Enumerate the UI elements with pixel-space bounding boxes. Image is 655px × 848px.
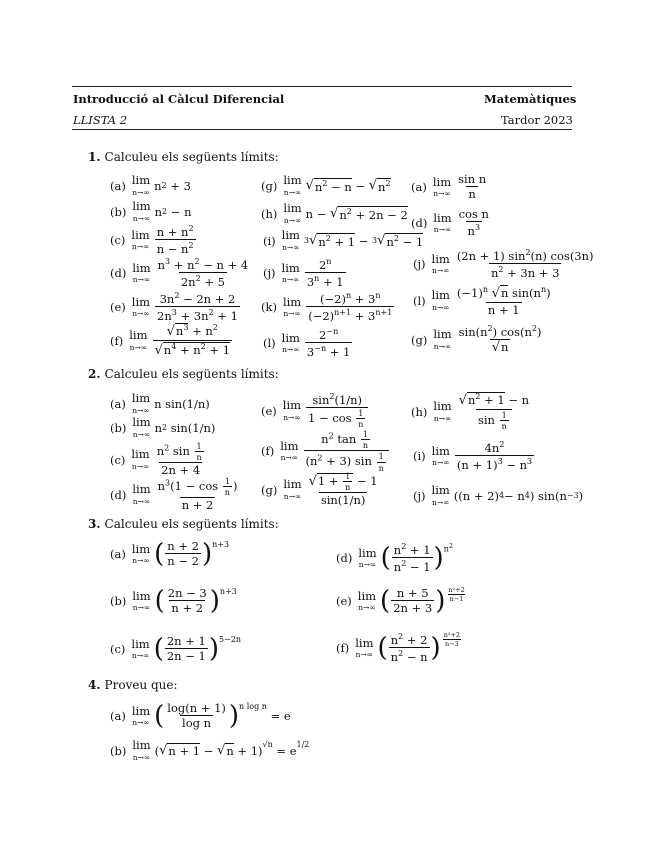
section-1-heading: 1. Calculeu els següents límits: [88,150,279,164]
ex-4a: (a) lim n→∞ ( log(n + 1) log n ) $^{n log n}$ = e [110,701,291,732]
top-rule [72,86,572,87]
ex-1b: (b) lim n→∞ n 2 − n [110,199,192,223]
ex-1d2: (d) lim n→∞ cos n $n^3$ [411,207,489,239]
ex-3b: (b) lim n→∞ ( 2n − 3 n + 2 ) $^{n+3}$ [110,586,237,617]
ex-3a: (a) lim n→∞ ( n + 2 n − 2 ) $^{n+3}$ [110,539,230,570]
section-3-heading: 3. Calculeu els següents límits: [88,517,279,531]
ex-2g: (g) lim n→∞ √1 + $\frac{1}{n}$ − 1 sin(1/n) [261,472,378,508]
ex-2d: (d) lim n→∞ $n^3(1 - \cos$ $\frac{1}{n}$ ) n + 2 [110,477,238,513]
ex-1g2: (g) lim n→∞ $\sin(n^2)$ $\cos(n^2)$ √n [411,324,542,356]
term: Tardor 2023 [501,113,573,127]
ex-1j2: (j) lim n→∞ (2n + 1) $\sin^2(n)$ cos(3n) $n^2 + 3n + 3$ [413,248,594,280]
ex-1l: (l) lim n→∞ $2^{-n}$ $3^{-n} + 1$ [263,327,351,359]
ex-2a: (a) lim n→∞ n sin(1/n) [110,391,210,415]
ex-1l2: (l) lim n→∞ $(-1)^n$ √n $\sin(n^n)$ n + 1 [413,285,551,317]
ex-4b: (b) lim n→∞ ( √ n + 1 − √ n + 1) $^{√n}$ = e 1/2 [110,738,310,762]
department: Matemàtiques [484,92,577,106]
ex-2e: (e) lim n→∞ $\sin^2(1/n)$ 1 − cos $\frac{1}{n}$ [261,392,369,429]
ex-2j: (j) lim n→∞ ((n + 2) 4 − n 4 ) sin(n −3 ) [413,483,584,507]
ex-3e: (e) lim n→∞ ( n + 5 2n + 3 ) n²+2 n−1 [336,586,465,617]
ex-1g: (g) lim n→∞ √ $n^2 - n$ − √ $n^2$ [261,173,391,197]
header-rule [72,129,572,130]
ex-1k: (k) lim n→∞ $(-2)^n + 3^n$ $(-2)^{n+1} + 3^{n+1}$ [261,291,393,323]
course-title: Introducció al Càlcul Diferencial [73,92,285,106]
ex-2c: (c) lim n→∞ $n^2$ sin $\frac{1}{n}$ 2n + 4 [110,442,202,478]
ex-2f: (f) lim n→∞ $n^2$ tan $\frac{1}{n}$ $(n^2 + 3)$ sin $\frac{1}{n}$ [261,430,390,473]
ex-3c: (c) lim n→∞ ( 2n + 1 2n − 1 ) $^{5-2n}$ [110,634,242,665]
ex-1c: (c) lim n→∞ $n + n^2$ $n - n^2$ [110,224,194,256]
ex-1j: (j) lim n→∞ 2$^n$ $3^n + 1$ [263,257,344,289]
ex-3f: (f) lim n→∞ ( $n^2 + 2$ $n^2 - n$ ) n²+2 n−3 [336,631,461,664]
section-4-heading: 4. Proveu que: [88,678,178,692]
ex-1h: (h) lim n→∞ n − √ $n^2 + 2n - 2$ [261,201,408,225]
ex-1e: (e) lim n→∞ $3n^2 - 2n + 2$ $2n^3 + 3n^2 + 1$ [110,291,238,323]
ex-2b: (b) lim n→∞ n 2 sin(1/n) [110,415,216,439]
ex-1f: (f) lim n→∞ $√n^3 + n^2$ $√n^4 + n^2 + 1$ [110,323,231,358]
ex-2i: (i) lim n→∞ $4n^2$ $(n + 1)^3 - n^3$ [413,440,533,472]
ex-1a2: (a) lim n→∞ sin n n [411,172,487,202]
ex-1a: (a) lim n→∞ n 2 + 3 [110,173,191,197]
ex-1d: (d) lim n→∞ $n^3 + n^2 - n + 4$ $2n^2 + 5$ [110,257,249,289]
ex-2h: (h) lim n→∞ $√n^2 + 1 - n$ sin $\frac{1}{n}$ [411,392,530,431]
ex-1i: (i) lim n→∞ 3 √ $n^2 + 1$ − 3 √ $n^2 - 1$ [263,228,424,252]
section-2-heading: 2. Calculeu els següents límits: [88,367,279,381]
list-name: LLISTA 2 [73,113,128,127]
ex-3d: (d) lim n→∞ ( $n^2 + 1$ $n^2 - 1$ ) $^{n^2}$ [336,542,453,574]
